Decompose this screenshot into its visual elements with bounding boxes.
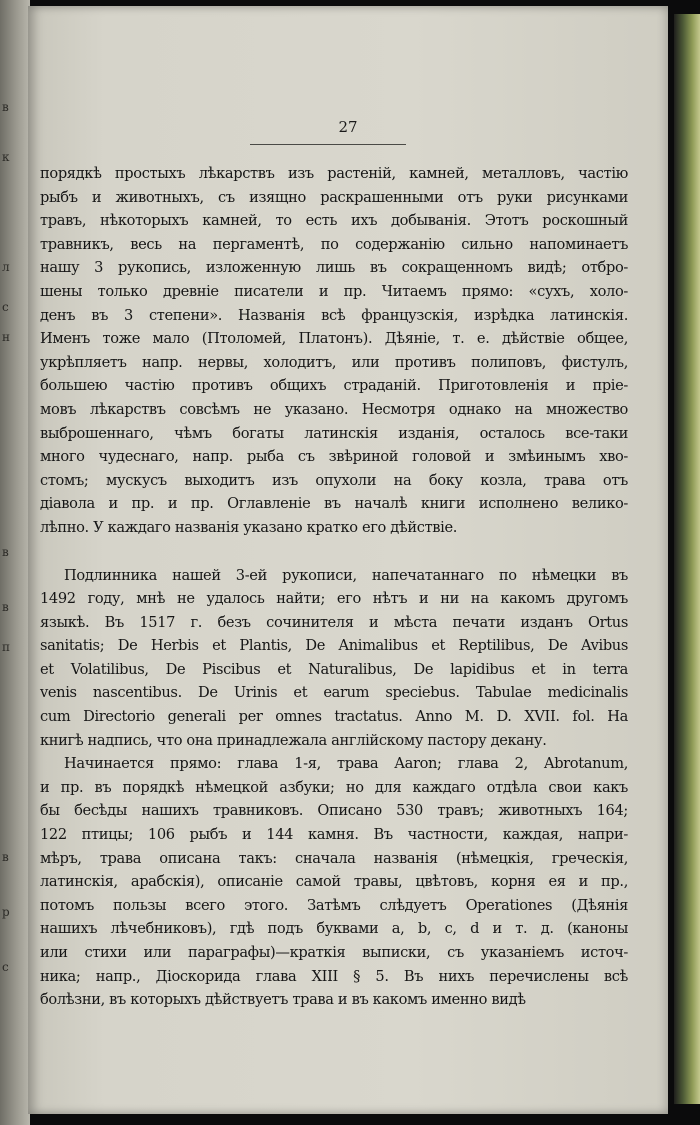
- adjacent-page-edge: [0, 0, 30, 1125]
- adjacent-page-fragment: с: [2, 960, 9, 974]
- paragraph: [40, 564, 628, 753]
- text-line: venis nascentibus. De Urinis et earum speciebus. Tabulae medicinalis: [40, 684, 628, 702]
- adjacent-page-fragment: с: [2, 300, 9, 314]
- text-line: укрѣпляетъ напр. нервы, холодитъ, или противъ полиповъ, фистулъ,: [40, 353, 628, 371]
- text-line: нашихъ лѣчебниковъ), гдѣ подъ буквами a, b, c, d и т. д. (каноны: [40, 920, 628, 938]
- paragraph: [40, 752, 628, 1012]
- text-line: выброшеннаго, чѣмъ богаты латинскія изданія, осталось все-таки: [40, 424, 628, 442]
- text-line: травъ, нѣкоторыхъ камней, то есть ихъ добыванія. Этотъ роскошный: [40, 212, 628, 230]
- text-line: бы бесѣды нашихъ травниковъ. Описано 530 травъ; животныхъ 164;: [40, 802, 628, 820]
- text-line: потомъ пользы всего этого. Затѣмъ слѣдуетъ Operationes (Дѣянія: [40, 896, 628, 914]
- text-line: et Volatilibus, De Piscibus et Naturalibus, De lapidibus et in terra: [40, 660, 628, 678]
- text-line: Подлинника нашей 3-ей рукописи, напечатаннаго по нѣмецки въ: [64, 566, 628, 584]
- adjacent-page-fragment: н: [2, 330, 10, 344]
- text-line: мовъ лѣкарствъ совсѣмъ не указано. Несмотря однако на множество: [40, 400, 628, 418]
- adjacent-page-fragment: в: [2, 850, 9, 864]
- text-line: болѣзни, въ которыхъ дѣйствуетъ трава и въ какомъ именно видѣ: [40, 991, 526, 1009]
- header-rule: [250, 144, 406, 145]
- adjacent-page-fragment: к: [2, 150, 9, 164]
- paragraph-gap: [40, 540, 628, 564]
- adjacent-page-fragment: р: [2, 905, 10, 919]
- book-page: [28, 6, 668, 1114]
- paragraph: [40, 162, 628, 540]
- page-text: [40, 162, 628, 1012]
- text-line: стомъ; мускусъ выходитъ изъ опухоли на боку козла, трава отъ: [40, 471, 628, 489]
- text-line: много чудеснаго, напр. рыба съ звѣриной головой и змѣинымъ хво-: [40, 448, 628, 466]
- text-line: языкѣ. Въ 1517 г. безъ сочинителя и мѣста печати изданъ Ortus: [40, 613, 628, 631]
- adjacent-page-fragment: в: [2, 545, 9, 559]
- text-line: діавола и пр. и пр. Оглавленіе въ началѣ книги исполнено велико-: [40, 495, 628, 513]
- text-line: книгѣ надпись, что она принадлежала англійскому пастору декану.: [40, 731, 547, 749]
- text-line: травникъ, весь на пергаментѣ, по содержанію сильно напоминаетъ: [40, 235, 628, 253]
- text-line: sanitatis; De Herbis et Plantis, De Animalibus et Reptilibus, De Avibus: [40, 637, 628, 655]
- text-line: латинскія, арабскія), описаніе самой травы, цвѣтовъ, корня ея и пр.,: [40, 873, 628, 891]
- text-line: или стихи или параграфы)—краткія выписки, съ указаніемъ источ-: [40, 944, 628, 961]
- text-line: шены только древніе писатели и пр. Читаемъ прямо: «сухъ, холо-: [40, 282, 628, 300]
- text-line: Начинается прямо: глава 1-я, трава Aaron; глава 2, Abrotanum,: [64, 755, 628, 773]
- text-line: нашу 3 рукопись, изложенную лишь въ сокращенномъ видѣ; отбро-: [40, 259, 628, 277]
- text-line: Именъ тоже мало (Птоломей, Платонъ). Дѣяніе, т. е. дѣйствіе общее,: [40, 330, 628, 348]
- text-line: рыбъ и животныхъ, съ изящно раскрашенными отъ руки рисунками: [40, 188, 628, 206]
- book-spine-edge: [674, 14, 700, 1104]
- adjacent-page-fragment: п: [2, 640, 10, 654]
- text-line: денъ въ 3 степени». Названія всѣ французскія, изрѣдка латинскія.: [40, 306, 628, 324]
- text-line: cum Directorio generali per omnes tractatus. Anno M. D. XVII. fol. На: [40, 708, 628, 726]
- adjacent-page-fragment: л: [2, 260, 10, 274]
- text-line: мѣръ, трава описана такъ: сначала названія (нѣмецкія, греческія,: [40, 849, 628, 867]
- page-number: 27: [338, 118, 358, 136]
- text-line: 1492 году, мнѣ не удалось найти; его нѣтъ и ни на какомъ другомъ: [40, 590, 628, 608]
- text-line: лѣпно. У каждаго названія указано кратко его дѣйствіе.: [40, 518, 458, 536]
- adjacent-page-fragment: в: [2, 100, 9, 114]
- text-line: большею частію противъ общихъ страданій. Приготовленія и пріе-: [40, 377, 628, 395]
- text-line: порядкѣ простыхъ лѣкарствъ изъ растеній, камней, металловъ, частію: [40, 165, 628, 182]
- adjacent-page-fragment: в: [2, 600, 9, 614]
- text-line: 122 птицы; 106 рыбъ и 144 камня. Въ частности, каждая, напри-: [40, 826, 628, 844]
- text-line: ника; напр., Діоскорида глава XIII § 5. Въ нихъ перечислены всѣ: [40, 967, 628, 985]
- text-line: и пр. въ порядкѣ нѣмецкой азбуки; но для каждаго отдѣла свои какъ: [40, 778, 628, 796]
